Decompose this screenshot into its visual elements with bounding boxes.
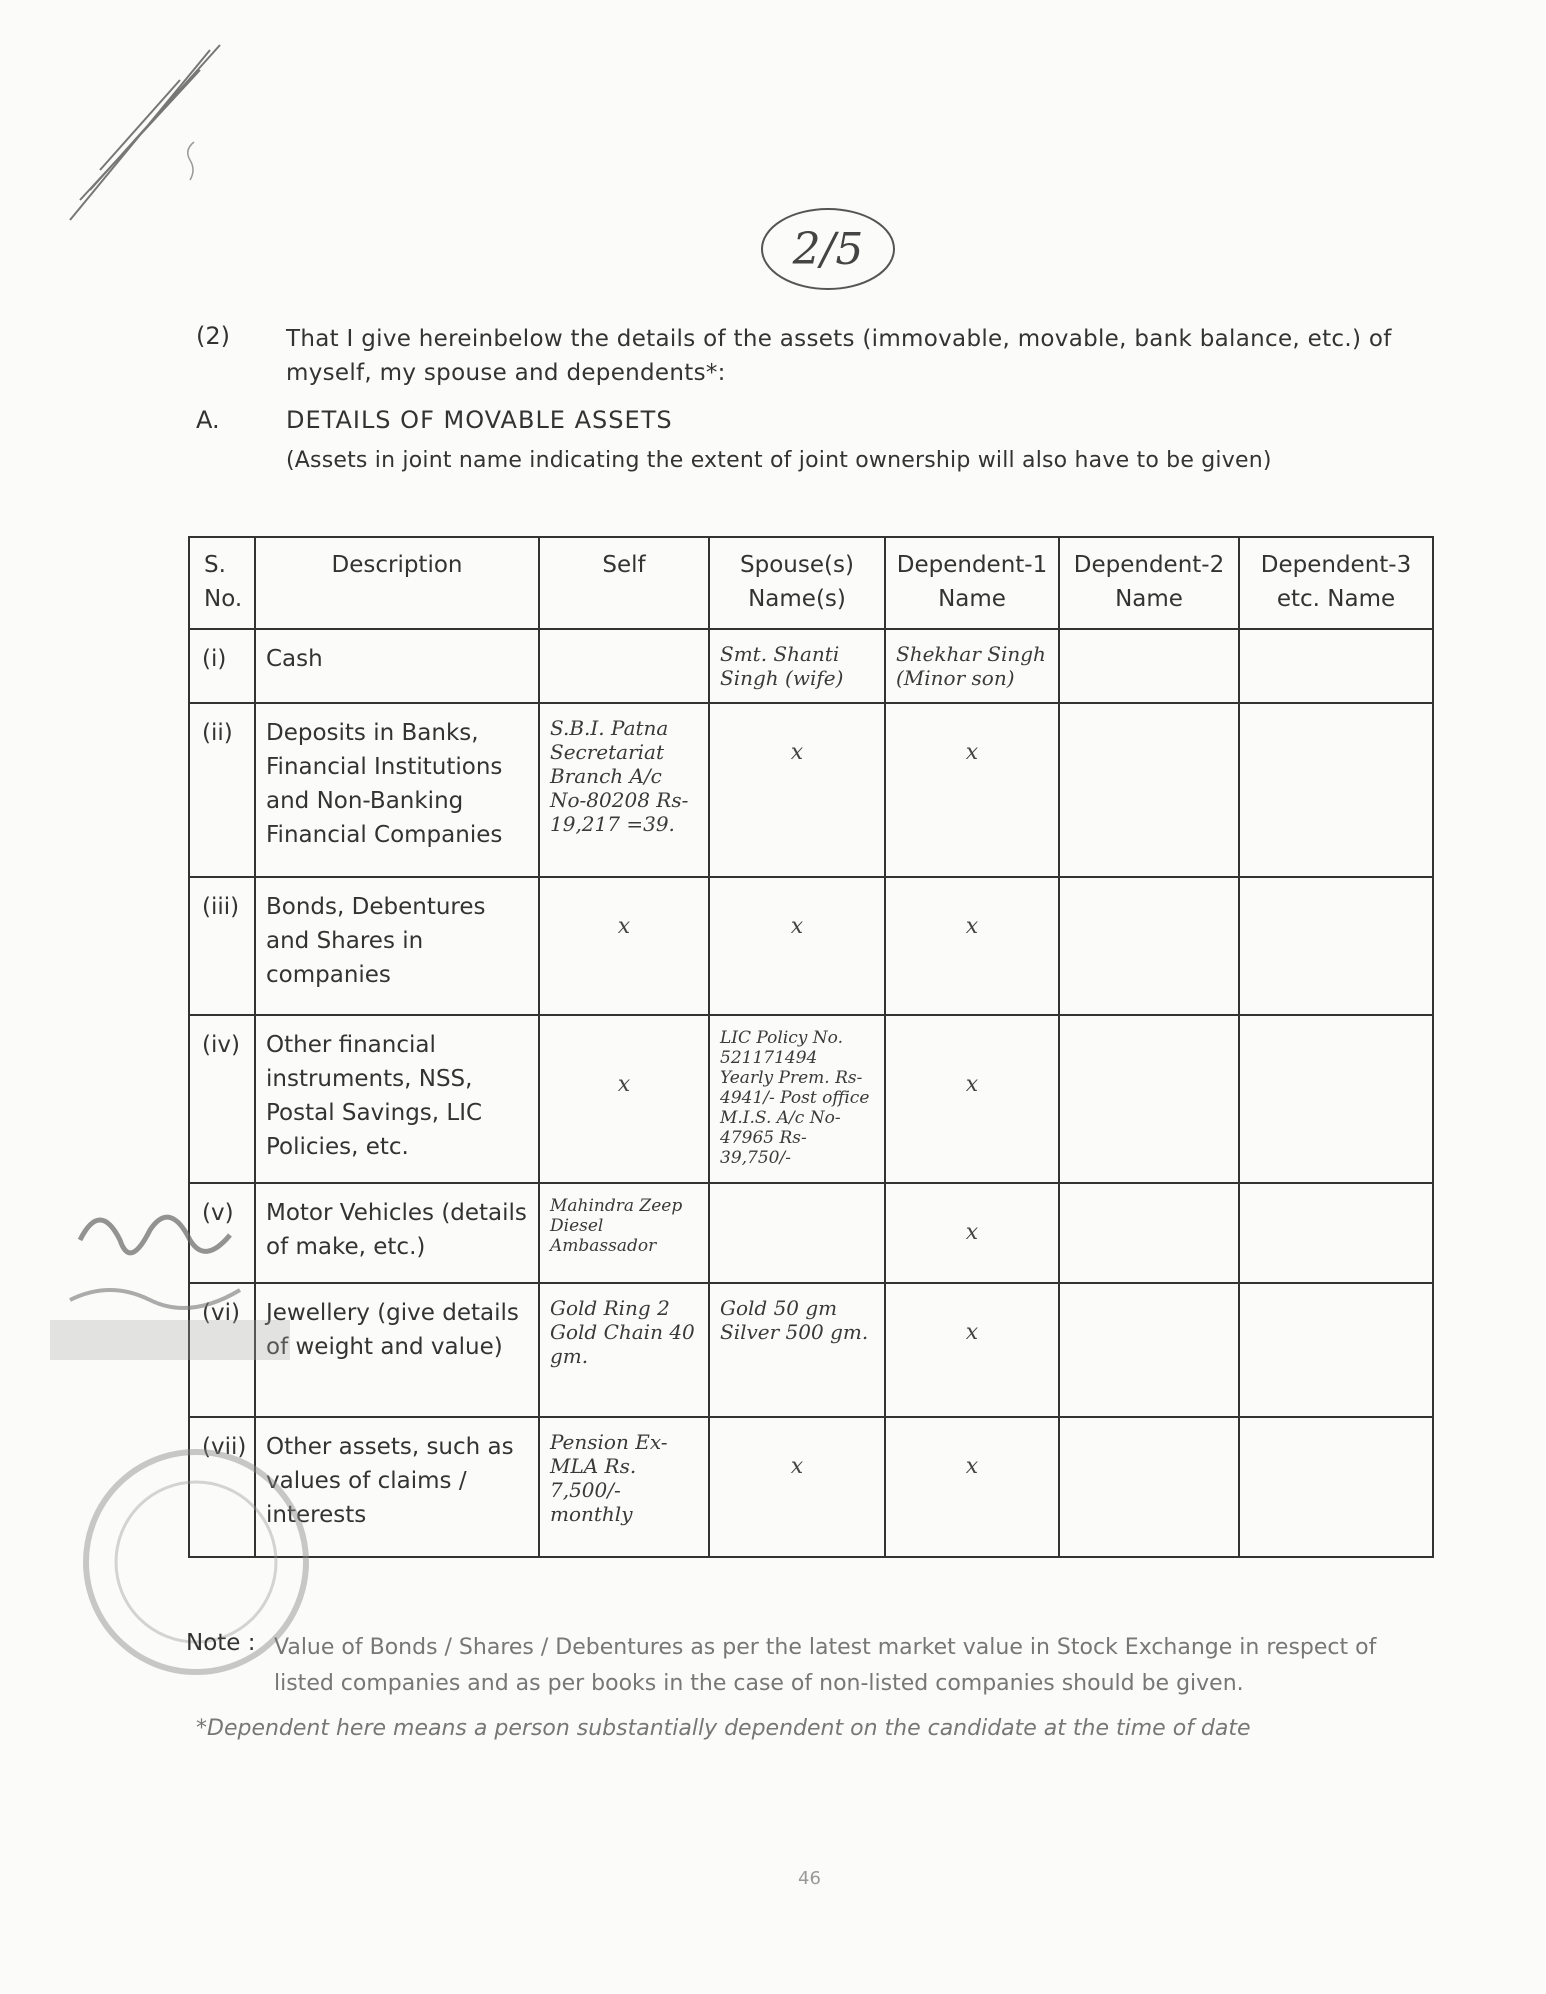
row-spouse: [709, 877, 885, 1015]
handwritten-entry: Smt. Shanti Singh (wife): [720, 642, 844, 690]
row-dependent-1: [885, 1015, 1059, 1183]
handwritten-entry: Pension Ex-MLA Rs. 7,500/- monthly: [550, 1430, 668, 1526]
table-row: [189, 629, 1433, 703]
cross-mark: x: [965, 740, 979, 765]
pen-scribble: [60, 30, 230, 230]
row-description: Motor Vehicles (details of make, etc.): [255, 1183, 539, 1283]
handwritten-entry: Gold Ring 2 Gold Chain 40 gm.: [550, 1296, 695, 1368]
dependent-footnote: *Dependent here means a person substantially dependent on the candidate at the time of date: [196, 1716, 1251, 1741]
movable-assets-table: [188, 536, 1434, 1558]
row-sno: (v): [189, 1183, 255, 1283]
signature-stamp: [40, 1180, 300, 1390]
row-dependent-1: [885, 1283, 1059, 1417]
row-description: Cash: [255, 629, 539, 703]
row-dependent-2: [1059, 1015, 1239, 1183]
cross-mark: x: [965, 1320, 979, 1345]
row-sno: (i): [189, 629, 255, 703]
row-sno: (vi): [189, 1283, 255, 1417]
note-label: Note :: [186, 1630, 256, 1656]
section-letter: A.: [196, 406, 220, 434]
row-dependent-3: [1239, 703, 1433, 877]
section-title: DETAILS OF MOVABLE ASSETS: [286, 406, 673, 434]
cross-mark: x: [965, 914, 979, 939]
row-description: Deposits in Banks, Financial Institutions and Non-Banking Financial Companies: [255, 703, 539, 877]
row-dependent-2: [1059, 877, 1239, 1015]
row-dependent-3: [1239, 1417, 1433, 1557]
row-self: [539, 703, 709, 877]
row-dependent-1: [885, 1417, 1059, 1557]
row-sno: (vii): [189, 1417, 255, 1557]
row-description: Bonds, Debentures and Shares in companies: [255, 877, 539, 1015]
row-dependent-2: [1059, 1417, 1239, 1557]
handwritten-entry: Mahindra Zeep Diesel Ambassador: [550, 1196, 683, 1256]
note-text: Value of Bonds / Shares / Debentures as per the latest market value in Stock Exchange in respect of listed companies and as per books in the case of non-listed companies should be given.: [274, 1635, 1377, 1696]
row-spouse: [709, 1015, 885, 1183]
row-spouse: [709, 629, 885, 703]
row-dependent-3: [1239, 1283, 1433, 1417]
handwritten-entry: LIC Policy No. 521171494 Yearly Prem. Rs- 4941/- Post office M.I.S. A/c No- 47965 Rs- 39,750/-: [720, 1028, 870, 1168]
header-description: Description: [255, 537, 539, 629]
header-dependent-2: Dependent-2 Name: [1059, 537, 1239, 629]
row-spouse: [709, 703, 885, 877]
cross-mark: x: [965, 1220, 979, 1245]
row-spouse: [709, 1417, 885, 1557]
page-mark-circle: [757, 204, 899, 294]
row-spouse: [709, 1183, 885, 1283]
table-row: [189, 1183, 1433, 1283]
row-self: [539, 877, 709, 1015]
cross-mark: x: [790, 914, 804, 939]
row-dependent-2: [1059, 703, 1239, 877]
row-spouse: [709, 1283, 885, 1417]
table-row: [189, 1283, 1433, 1417]
row-description: Other financial instruments, NSS, Postal Savings, LIC Policies, etc.: [255, 1015, 539, 1183]
row-self: [539, 1417, 709, 1557]
row-sno: (iv): [189, 1015, 255, 1183]
table-row: [189, 877, 1433, 1015]
row-self: [539, 1015, 709, 1183]
cross-mark: x: [617, 1072, 631, 1097]
table-row: [189, 1015, 1433, 1183]
row-dependent-3: [1239, 1183, 1433, 1283]
paragraph-number: (2): [196, 322, 230, 350]
table-row: [189, 1417, 1433, 1557]
row-dependent-1: [885, 1183, 1059, 1283]
cross-mark: x: [617, 914, 631, 939]
row-dependent-3: [1239, 1015, 1433, 1183]
handwritten-entry: S.B.I. Patna Secretariat Branch A/c No-80208 Rs- 19,217 =39.: [550, 716, 689, 836]
row-description: Jewellery (give details of weight and value): [255, 1283, 539, 1417]
page-mark-text: 2/5: [792, 224, 864, 275]
paragraph-text: That I give hereinbelow the details of the assets (immovable, movable, bank balance, etc.) of myself, my spouse and dependents*:: [286, 326, 1392, 386]
row-self: [539, 1183, 709, 1283]
row-self: [539, 629, 709, 703]
row-dependent-1: [885, 703, 1059, 877]
handwritten-entry: Shekhar Singh (Minor son): [896, 642, 1046, 690]
row-sno: (iii): [189, 877, 255, 1015]
header-dependent-1: Dependent-1 Name: [885, 537, 1059, 629]
row-description: Other assets, such as values of claims / interests: [255, 1417, 539, 1557]
row-self: [539, 1283, 709, 1417]
page-number: 46: [798, 1868, 821, 1889]
header-sno: S. No.: [189, 537, 255, 629]
row-dependent-3: [1239, 629, 1433, 703]
handwritten-entry: Gold 50 gm Silver 500 gm.: [720, 1296, 869, 1344]
row-dependent-1: [885, 877, 1059, 1015]
header-dependent-3: Dependent-3 etc. Name: [1239, 537, 1433, 629]
row-dependent-2: [1059, 629, 1239, 703]
table-row: [189, 703, 1433, 877]
cross-mark: x: [965, 1072, 979, 1097]
row-sno: (ii): [189, 703, 255, 877]
table-header-row: [189, 537, 1433, 629]
row-dependent-3: [1239, 877, 1433, 1015]
cross-mark: x: [965, 1454, 979, 1479]
row-dependent-2: [1059, 1283, 1239, 1417]
cross-mark: x: [790, 1454, 804, 1479]
header-self: Self: [539, 537, 709, 629]
row-dependent-1: [885, 629, 1059, 703]
section-subtitle: (Assets in joint name indicating the extent of joint ownership will also have to be given): [286, 448, 1272, 473]
header-spouse: Spouse(s) Name(s): [709, 537, 885, 629]
row-dependent-2: [1059, 1183, 1239, 1283]
cross-mark: x: [790, 740, 804, 765]
